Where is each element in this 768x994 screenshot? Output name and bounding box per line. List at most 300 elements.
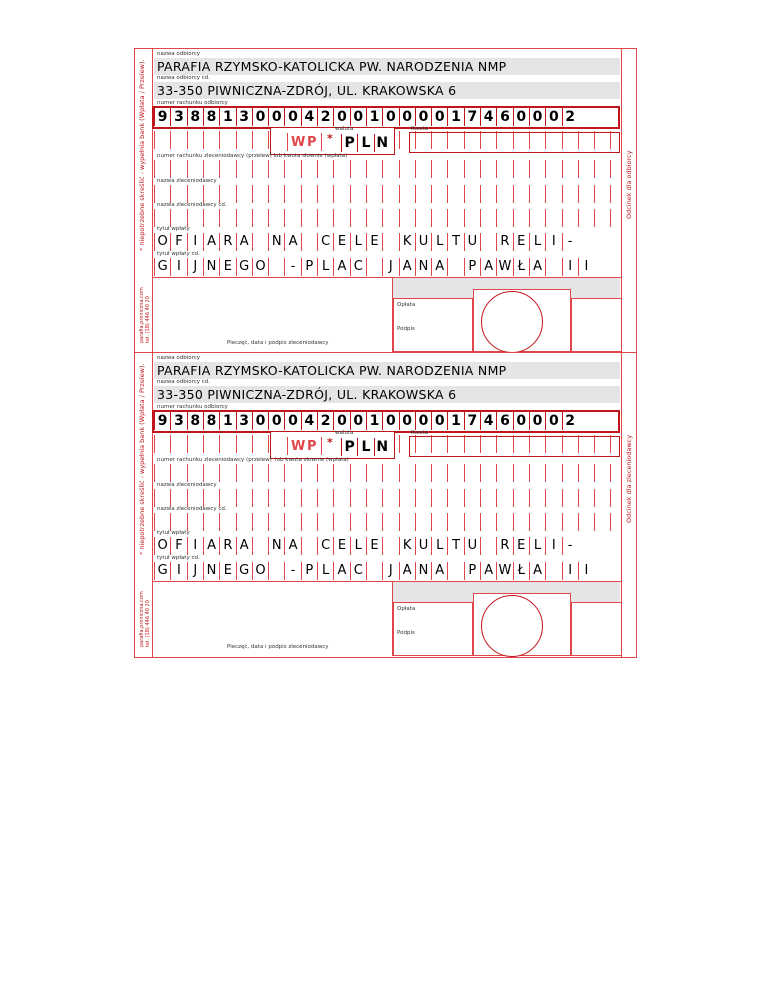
char-cell[interactable]: A [236, 233, 252, 251]
empty-cell[interactable] [431, 464, 447, 482]
char-cell[interactable]: O [252, 562, 268, 580]
empty-cell[interactable] [350, 185, 366, 203]
char-cell[interactable]: 0 [382, 108, 398, 126]
empty-cell[interactable] [513, 160, 529, 178]
char-cell[interactable]: 0 [545, 412, 561, 430]
char-cell[interactable]: 0 [431, 412, 447, 430]
char-cell[interactable]: F [170, 233, 186, 251]
empty-cell[interactable] [268, 464, 284, 482]
char-cell[interactable]: E [333, 537, 349, 555]
empty-cell[interactable] [529, 209, 545, 227]
empty-cell[interactable] [447, 160, 463, 178]
char-cell[interactable] [301, 537, 317, 555]
empty-cell[interactable] [415, 209, 431, 227]
char-cell[interactable]: A [529, 258, 545, 276]
empty-cell[interactable] [203, 489, 219, 507]
sender-name-cont-cells[interactable] [154, 513, 620, 531]
char-cell[interactable]: 4 [301, 108, 317, 126]
empty-cell[interactable] [236, 185, 252, 203]
char-cell[interactable]: 9 [154, 108, 170, 126]
char-cell[interactable]: - [284, 562, 300, 580]
empty-cell[interactable] [545, 185, 561, 203]
char-cell[interactable]: I [562, 562, 578, 580]
empty-cell[interactable] [447, 209, 463, 227]
empty-cell[interactable] [480, 209, 496, 227]
empty-cell[interactable] [284, 513, 300, 531]
empty-cell[interactable] [187, 489, 203, 507]
char-cell[interactable]: N [374, 438, 390, 456]
empty-cell[interactable] [496, 489, 512, 507]
empty-cell[interactable] [284, 489, 300, 507]
char-cell[interactable]: L [350, 537, 366, 555]
char-cell[interactable]: E [513, 233, 529, 251]
char-cell[interactable]: 8 [203, 412, 219, 430]
empty-cell[interactable] [431, 185, 447, 203]
char-cell[interactable]: I [170, 562, 186, 580]
char-cell[interactable]: 4 [301, 412, 317, 430]
char-cell[interactable]: A [480, 258, 496, 276]
char-cell[interactable] [268, 258, 284, 276]
char-cell[interactable]: U [464, 537, 480, 555]
char-cell[interactable]: 2 [317, 108, 333, 126]
char-cell[interactable] [545, 562, 561, 580]
char-cell[interactable]: O [154, 537, 170, 555]
char-cell[interactable]: O [154, 233, 170, 251]
empty-cell[interactable] [203, 464, 219, 482]
empty-cell[interactable] [236, 209, 252, 227]
empty-cell[interactable] [594, 160, 610, 178]
empty-cell[interactable] [594, 513, 610, 531]
empty-cell[interactable] [594, 209, 610, 227]
char-cell[interactable]: 8 [187, 108, 203, 126]
empty-cell[interactable] [447, 489, 463, 507]
empty-cell[interactable] [350, 489, 366, 507]
char-cell[interactable]: 1 [447, 412, 463, 430]
empty-cell[interactable] [252, 131, 268, 149]
empty-cell[interactable] [366, 513, 382, 531]
char-cell[interactable]: L [357, 134, 373, 152]
char-cell[interactable]: 0 [268, 108, 284, 126]
char-cell[interactable]: Ł [513, 562, 529, 580]
char-cell[interactable]: P [301, 258, 317, 276]
char-cell[interactable]: 2 [562, 108, 578, 126]
empty-cell[interactable] [187, 185, 203, 203]
empty-cell[interactable] [562, 209, 578, 227]
empty-cell[interactable] [187, 513, 203, 531]
char-cell[interactable]: N [415, 258, 431, 276]
char-cell[interactable]: L [350, 233, 366, 251]
empty-cell[interactable] [236, 131, 252, 149]
empty-cell[interactable] [203, 513, 219, 531]
empty-cell[interactable] [187, 131, 203, 149]
empty-cell[interactable] [382, 513, 398, 531]
empty-cell[interactable] [170, 513, 186, 531]
empty-cell[interactable] [382, 185, 398, 203]
char-cell[interactable]: 2 [562, 412, 578, 430]
char-cell[interactable]: W [496, 258, 512, 276]
empty-cell[interactable] [284, 160, 300, 178]
empty-cell[interactable] [431, 209, 447, 227]
empty-cell[interactable] [187, 435, 203, 453]
char-cell[interactable]: 3 [170, 412, 186, 430]
empty-cell[interactable] [268, 513, 284, 531]
char-cell[interactable]: L [357, 438, 373, 456]
empty-cell[interactable] [399, 513, 415, 531]
empty-cell[interactable] [301, 160, 317, 178]
char-cell[interactable]: C [317, 537, 333, 555]
char-cell[interactable]: 0 [382, 412, 398, 430]
empty-cell[interactable] [447, 513, 463, 531]
empty-cell[interactable] [415, 513, 431, 531]
char-cell[interactable]: 1 [366, 108, 382, 126]
empty-cell[interactable] [252, 489, 268, 507]
empty-cell[interactable] [464, 209, 480, 227]
empty-cell[interactable] [513, 209, 529, 227]
empty-cell[interactable] [464, 160, 480, 178]
empty-cell[interactable] [382, 464, 398, 482]
char-cell[interactable]: 1 [366, 412, 382, 430]
empty-cell[interactable] [170, 435, 186, 453]
char-cell[interactable]: 0 [350, 412, 366, 430]
char-cell[interactable] [366, 562, 382, 580]
empty-cell[interactable] [252, 513, 268, 531]
char-cell[interactable] [301, 233, 317, 251]
char-cell[interactable]: R [219, 537, 235, 555]
empty-cell[interactable] [610, 489, 626, 507]
char-cell[interactable]: G [236, 562, 252, 580]
char-cell[interactable] [447, 258, 463, 276]
empty-cell[interactable] [578, 209, 594, 227]
empty-cell[interactable] [350, 513, 366, 531]
char-cell[interactable]: A [399, 562, 415, 580]
char-cell[interactable]: F [170, 537, 186, 555]
char-cell[interactable]: 7 [464, 108, 480, 126]
empty-cell[interactable] [513, 489, 529, 507]
char-cell[interactable]: 9 [154, 412, 170, 430]
char-cell[interactable]: A [333, 562, 349, 580]
empty-cell[interactable] [366, 160, 382, 178]
empty-cell[interactable] [236, 513, 252, 531]
empty-cell[interactable] [333, 185, 349, 203]
char-cell[interactable]: I [578, 562, 594, 580]
empty-cell[interactable] [236, 489, 252, 507]
empty-cell[interactable] [594, 185, 610, 203]
empty-cell[interactable] [610, 209, 626, 227]
empty-cell[interactable] [170, 464, 186, 482]
char-cell[interactable]: C [350, 562, 366, 580]
char-cell[interactable]: - [562, 233, 578, 251]
char-cell[interactable]: J [187, 562, 203, 580]
char-cell[interactable]: 0 [252, 108, 268, 126]
empty-cell[interactable] [333, 160, 349, 178]
char-cell[interactable]: I [187, 537, 203, 555]
empty-cell[interactable] [252, 160, 268, 178]
char-cell[interactable]: C [317, 233, 333, 251]
char-cell[interactable]: 1 [219, 108, 235, 126]
sender-account-cells[interactable] [154, 160, 620, 178]
empty-cell[interactable] [366, 209, 382, 227]
empty-cell[interactable] [562, 464, 578, 482]
char-cell[interactable]: 0 [268, 412, 284, 430]
char-cell[interactable]: E [219, 562, 235, 580]
empty-cell[interactable] [399, 209, 415, 227]
date-box[interactable] [571, 298, 622, 352]
char-cell[interactable]: 0 [529, 412, 545, 430]
empty-cell[interactable] [170, 131, 186, 149]
char-cell[interactable]: I [170, 258, 186, 276]
char-cell[interactable]: T [447, 537, 463, 555]
title-line-1[interactable] [154, 537, 620, 555]
empty-cell[interactable] [219, 209, 235, 227]
char-cell[interactable]: 0 [350, 108, 366, 126]
char-cell[interactable]: K [399, 537, 415, 555]
char-cell[interactable]: G [154, 562, 170, 580]
empty-cell[interactable] [464, 464, 480, 482]
char-cell[interactable]: 0 [415, 108, 431, 126]
char-cell[interactable]: G [236, 258, 252, 276]
empty-cell[interactable] [513, 464, 529, 482]
char-cell[interactable]: C [350, 258, 366, 276]
empty-cell[interactable] [333, 513, 349, 531]
empty-cell[interactable] [301, 489, 317, 507]
empty-cell[interactable] [464, 513, 480, 531]
empty-cell[interactable] [496, 464, 512, 482]
currency-cells[interactable] [341, 438, 393, 456]
account-number[interactable] [154, 108, 618, 126]
char-cell[interactable] [382, 537, 398, 555]
char-cell[interactable]: 8 [203, 108, 219, 126]
title-line-1[interactable] [154, 233, 620, 251]
char-cell[interactable]: N [203, 562, 219, 580]
char-cell[interactable]: P [341, 134, 357, 152]
empty-cell[interactable] [594, 464, 610, 482]
char-cell[interactable]: 0 [545, 108, 561, 126]
char-cell[interactable]: A [529, 562, 545, 580]
char-cell[interactable]: - [284, 258, 300, 276]
char-cell[interactable]: L [431, 233, 447, 251]
char-cell[interactable]: A [284, 537, 300, 555]
char-cell[interactable]: 3 [236, 412, 252, 430]
empty-cell[interactable] [154, 131, 170, 149]
char-cell[interactable]: - [562, 537, 578, 555]
empty-cell[interactable] [399, 160, 415, 178]
date-box[interactable] [571, 602, 622, 656]
char-cell[interactable]: 0 [513, 412, 529, 430]
char-cell[interactable]: U [415, 233, 431, 251]
empty-cell[interactable] [415, 489, 431, 507]
empty-cell[interactable] [154, 464, 170, 482]
empty-cell[interactable] [496, 209, 512, 227]
empty-cell[interactable] [529, 489, 545, 507]
empty-cell[interactable] [529, 464, 545, 482]
char-cell[interactable]: 6 [496, 108, 512, 126]
empty-cell[interactable] [366, 489, 382, 507]
empty-cell[interactable] [317, 185, 333, 203]
empty-cell[interactable] [203, 160, 219, 178]
empty-cell[interactable] [187, 464, 203, 482]
empty-cell[interactable] [431, 513, 447, 531]
char-cell[interactable]: L [317, 562, 333, 580]
char-cell[interactable]: 6 [496, 412, 512, 430]
empty-cell[interactable] [317, 464, 333, 482]
empty-cell[interactable] [301, 185, 317, 203]
char-cell[interactable] [447, 562, 463, 580]
char-cell[interactable]: Ł [513, 258, 529, 276]
empty-cell[interactable] [154, 209, 170, 227]
char-cell[interactable]: I [545, 233, 561, 251]
char-cell[interactable]: N [374, 134, 390, 152]
char-cell[interactable]: A [236, 537, 252, 555]
empty-cell[interactable] [333, 464, 349, 482]
char-cell[interactable]: U [464, 233, 480, 251]
char-cell[interactable]: R [219, 233, 235, 251]
char-cell[interactable]: 0 [252, 412, 268, 430]
empty-cell[interactable] [496, 185, 512, 203]
sender-name-cells[interactable] [154, 185, 620, 203]
empty-cell[interactable] [170, 160, 186, 178]
empty-cell[interactable] [219, 489, 235, 507]
char-cell[interactable]: I [187, 233, 203, 251]
char-cell[interactable]: 3 [236, 108, 252, 126]
empty-cell[interactable] [350, 160, 366, 178]
title-line-2[interactable] [154, 562, 620, 580]
char-cell[interactable]: A [431, 258, 447, 276]
empty-cell[interactable] [317, 160, 333, 178]
empty-cell[interactable] [333, 209, 349, 227]
empty-cell[interactable] [431, 489, 447, 507]
char-cell[interactable]: N [415, 562, 431, 580]
empty-cell[interactable] [252, 209, 268, 227]
char-cell[interactable]: A [203, 537, 219, 555]
char-cell[interactable]: R [496, 233, 512, 251]
empty-cell[interactable] [578, 160, 594, 178]
char-cell[interactable] [382, 233, 398, 251]
empty-cell[interactable] [529, 160, 545, 178]
empty-cell[interactable] [578, 185, 594, 203]
empty-cell[interactable] [203, 209, 219, 227]
empty-cell[interactable] [545, 489, 561, 507]
empty-cell[interactable] [480, 489, 496, 507]
empty-cell[interactable] [545, 209, 561, 227]
char-cell[interactable]: J [187, 258, 203, 276]
char-cell[interactable]: 7 [464, 412, 480, 430]
char-cell[interactable]: E [366, 537, 382, 555]
empty-cell[interactable] [610, 513, 626, 531]
empty-cell[interactable] [382, 160, 398, 178]
char-cell[interactable]: W [496, 562, 512, 580]
char-cell[interactable]: 0 [529, 108, 545, 126]
empty-cell[interactable] [203, 131, 219, 149]
char-cell[interactable]: I [578, 258, 594, 276]
empty-cell[interactable] [610, 185, 626, 203]
sender-account-cells[interactable] [154, 464, 620, 482]
empty-cell[interactable] [268, 489, 284, 507]
empty-cell[interactable] [545, 513, 561, 531]
char-cell[interactable] [252, 233, 268, 251]
char-cell[interactable]: P [464, 562, 480, 580]
empty-cell[interactable] [382, 209, 398, 227]
empty-cell[interactable] [268, 185, 284, 203]
empty-cell[interactable] [415, 160, 431, 178]
empty-cell[interactable] [154, 435, 170, 453]
empty-cell[interactable] [236, 464, 252, 482]
empty-cell[interactable] [415, 185, 431, 203]
empty-cell[interactable] [513, 513, 529, 531]
empty-cell[interactable] [317, 489, 333, 507]
empty-cell[interactable] [317, 209, 333, 227]
char-cell[interactable]: 0 [399, 412, 415, 430]
empty-cell[interactable] [284, 209, 300, 227]
empty-cell[interactable] [301, 513, 317, 531]
empty-cell[interactable] [480, 160, 496, 178]
empty-cell[interactable] [545, 464, 561, 482]
char-cell[interactable]: A [399, 258, 415, 276]
empty-cell[interactable] [431, 160, 447, 178]
char-cell[interactable]: O [252, 258, 268, 276]
empty-cell[interactable] [610, 464, 626, 482]
char-cell[interactable]: A [431, 562, 447, 580]
char-cell[interactable]: L [317, 258, 333, 276]
char-cell[interactable]: P [341, 438, 357, 456]
empty-cell[interactable] [350, 209, 366, 227]
char-cell[interactable]: E [513, 537, 529, 555]
char-cell[interactable]: 0 [284, 108, 300, 126]
empty-cell[interactable] [154, 185, 170, 203]
empty-cell[interactable] [203, 435, 219, 453]
char-cell[interactable] [268, 562, 284, 580]
empty-cell[interactable] [170, 489, 186, 507]
empty-cell[interactable] [187, 209, 203, 227]
empty-cell[interactable] [219, 464, 235, 482]
empty-cell[interactable] [252, 464, 268, 482]
sender-name-cont-cells[interactable] [154, 209, 620, 227]
char-cell[interactable]: 1 [219, 412, 235, 430]
char-cell[interactable]: G [154, 258, 170, 276]
char-cell[interactable]: 0 [333, 108, 349, 126]
empty-cell[interactable] [578, 489, 594, 507]
char-cell[interactable]: I [562, 258, 578, 276]
char-cell[interactable]: L [529, 233, 545, 251]
empty-cell[interactable] [219, 131, 235, 149]
empty-cell[interactable] [268, 209, 284, 227]
char-cell[interactable]: L [431, 537, 447, 555]
empty-cell[interactable] [301, 209, 317, 227]
char-cell[interactable]: 1 [447, 108, 463, 126]
empty-cell[interactable] [496, 513, 512, 531]
char-cell[interactable]: N [268, 537, 284, 555]
empty-cell[interactable] [236, 435, 252, 453]
empty-cell[interactable] [268, 160, 284, 178]
char-cell[interactable]: P [301, 562, 317, 580]
empty-cell[interactable] [317, 513, 333, 531]
empty-cell[interactable] [252, 435, 268, 453]
empty-cell[interactable] [170, 185, 186, 203]
char-cell[interactable]: N [268, 233, 284, 251]
char-cell[interactable]: J [382, 562, 398, 580]
char-cell[interactable]: 0 [399, 108, 415, 126]
empty-cell[interactable] [382, 489, 398, 507]
empty-cell[interactable] [154, 513, 170, 531]
char-cell[interactable]: 0 [415, 412, 431, 430]
char-cell[interactable]: A [284, 233, 300, 251]
char-cell[interactable]: J [382, 258, 398, 276]
empty-cell[interactable] [154, 160, 170, 178]
char-cell[interactable]: 3 [170, 108, 186, 126]
empty-cell[interactable] [480, 185, 496, 203]
char-cell[interactable]: 0 [513, 108, 529, 126]
empty-cell[interactable] [170, 209, 186, 227]
char-cell[interactable]: P [464, 258, 480, 276]
